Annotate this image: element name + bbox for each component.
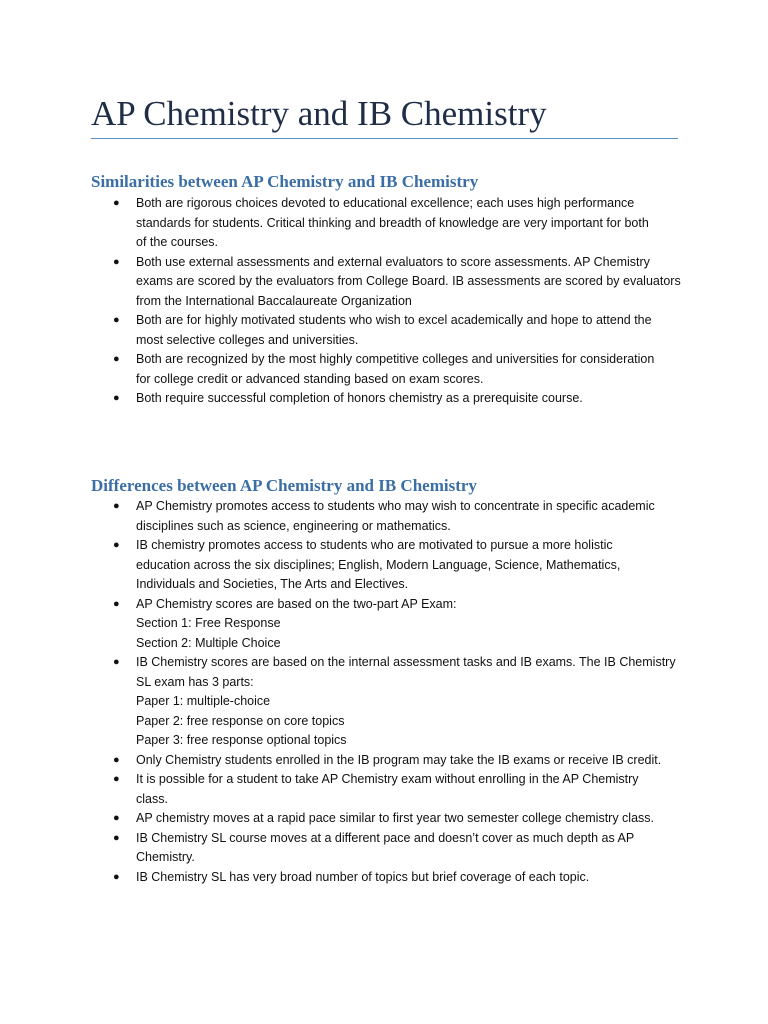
- list-item: [0, 829, 676, 868]
- list-item: [0, 868, 676, 888]
- list-item-text: AP Chemistry promotes access to students who may wish to concentrate in specific academic: [136, 499, 655, 513]
- list-item: [0, 536, 676, 595]
- list-item-text: Paper 2: free response on core topics: [136, 713, 345, 728]
- list-item: [0, 253, 681, 312]
- bullet-icon: ●: [113, 812, 120, 824]
- list-item-text: Section 2: Multiple Choice: [136, 635, 281, 650]
- list-item-text: Both are recognized by the most highly competitive colleges and universities for consideration: [136, 352, 655, 366]
- list-item-text: Paper 1: multiple-choice: [136, 694, 271, 708]
- section-heading-similarities: Similarities between AP Chemistry and IB Chemistry: [91, 172, 479, 191]
- bullet-icon: ●: [113, 500, 120, 512]
- bullet-icon: ●: [113, 831, 120, 844]
- list-item-text: disciplines such as science, engineering or mathematics.: [136, 518, 451, 533]
- bullet-icon: ●: [113, 597, 120, 610]
- list-item-text: IB Chemistry SL course moves at a different pace and doesn’t cover as much depth as AP: [136, 830, 635, 845]
- list-item-text: IB Chemistry SL has very broad number of topics but brief coverage of each topic.: [136, 869, 590, 884]
- list-item-text: IB Chemistry scores are based on the internal assessment tasks and IB exams. The IB Chemistry: [136, 655, 676, 669]
- list-item-text: class.: [136, 791, 168, 806]
- list-item-text: from the International Baccalaureate Organization: [136, 293, 412, 308]
- list-item: [0, 194, 676, 253]
- list-item-text: Both use external assessments and external evaluators to score assessments. AP Chemistry: [136, 254, 650, 269]
- bullet-icon: ●: [113, 656, 120, 668]
- list-item: [0, 350, 676, 389]
- list-item-text: AP Chemistry scores are based on the two-part AP Exam:: [136, 596, 457, 611]
- list-item-text: IB chemistry promotes access to students who are motivated to pursue a more holistic: [136, 538, 613, 552]
- list-item-text: Chemistry.: [136, 850, 195, 864]
- page-title: AP Chemistry and IB Chemistry: [91, 94, 547, 133]
- list-item-text: Section 1: Free Response: [136, 616, 281, 630]
- list-item-text: Both require successful completion of honors chemistry as a prerequisite course.: [136, 391, 583, 405]
- similarities-list: [0, 194, 768, 409]
- bullet-icon: ●: [113, 392, 120, 404]
- list-item: [0, 653, 676, 751]
- list-item: [0, 497, 676, 536]
- list-item-text: Only Chemistry students enrolled in the IB program may take the IB exams or receive IB credit.: [136, 752, 662, 767]
- list-item-text: It is possible for a student to take AP Chemistry exam without enrolling in the AP Chemistry: [136, 772, 639, 786]
- list-item: [0, 770, 676, 809]
- list-item-text: Paper 3: free response optional topics: [136, 733, 347, 747]
- list-item-text: Both are for highly motivated students who wish to excel academically and hope to attend the: [136, 313, 652, 327]
- list-item-text: AP chemistry moves at a rapid pace similar to first year two semester college chemistry class.: [136, 811, 654, 825]
- bullet-icon: ●: [113, 314, 120, 326]
- list-item-text: standards for students. Critical thinking and breadth of knowledge are very important for both: [136, 215, 649, 230]
- bullet-icon: ●: [113, 773, 120, 785]
- list-item-text: Both are rigorous choices devoted to educational excellence; each uses high performance: [136, 196, 635, 210]
- bullet-icon: ●: [113, 753, 120, 766]
- list-item-text: education across the six disciplines; English, Modern Language, Science, Mathematics,: [136, 557, 621, 572]
- list-item-text: Individuals and Societies, The Arts and Electives.: [136, 577, 409, 591]
- bullet-icon: ●: [113, 255, 120, 268]
- list-item: [0, 751, 676, 771]
- list-item: [0, 311, 676, 350]
- bullet-icon: ●: [113, 870, 120, 883]
- list-item: [0, 389, 676, 409]
- list-item: [0, 595, 676, 654]
- bullet-icon: ●: [113, 197, 120, 209]
- title-underline: [91, 138, 678, 139]
- list-item-text: for college credit or advanced standing based on exam scores.: [136, 371, 484, 386]
- bullet-icon: ●: [113, 539, 120, 551]
- list-item-text: of the courses.: [136, 235, 218, 249]
- list-item: [0, 809, 676, 829]
- list-item-text: exams are scored by the evaluators from College Board. IB assessments are scored by evaluators: [136, 274, 681, 288]
- differences-list: [0, 497, 768, 887]
- list-item-text: most selective colleges and universities.: [136, 332, 359, 347]
- section-heading-differences: Differences between AP Chemistry and IB Chemistry: [91, 476, 477, 495]
- list-item-text: SL exam has 3 parts:: [136, 674, 254, 689]
- bullet-icon: ●: [113, 353, 120, 365]
